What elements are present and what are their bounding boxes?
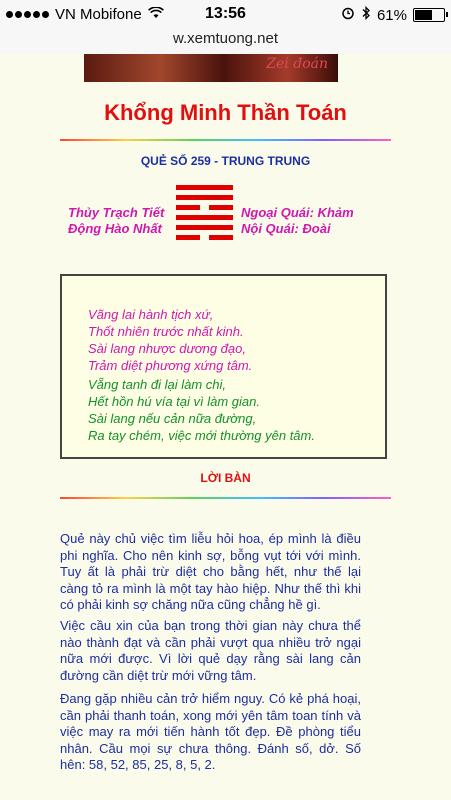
rainbow-divider <box>60 497 391 499</box>
page-content <box>0 54 451 800</box>
hexagram-broken-line <box>176 205 233 210</box>
hexagram-solid-line <box>176 195 233 200</box>
inner-trigram: Nội Quái: Đoài <box>241 221 331 236</box>
hexagram-right-info <box>241 205 381 237</box>
poem-line: Sài lang nếu cản nữa đường, <box>88 411 257 426</box>
banner-tag: Zei đoán <box>266 56 328 72</box>
hexagram-left-info <box>68 205 172 237</box>
poem-stanza-vietnamese <box>88 376 315 444</box>
poem-line: Ra tay chém, việc mới thường yên tâm. <box>88 428 315 443</box>
bluetooth-icon <box>361 6 371 24</box>
poem-box <box>60 274 387 459</box>
poem-line: Hết hồn hú vía tại vì làm gian. <box>88 394 260 409</box>
alarm-icon <box>341 6 355 24</box>
status-bar <box>0 0 451 30</box>
status-right <box>341 6 445 24</box>
hexagram-name: Thủy Trạch Tiết <box>68 205 165 220</box>
outer-trigram: Ngoại Quái: Khảm <box>241 205 354 220</box>
poem-line: Thốt nhiên trước nhất kinh. <box>88 324 244 339</box>
poem-line: Trảm diệt phương xứng tâm. <box>88 358 253 373</box>
poem-stanza-chinese <box>88 306 252 374</box>
header-banner-image <box>84 54 338 82</box>
battery-icon <box>413 8 445 22</box>
hexagram-broken-line <box>176 235 233 240</box>
poem-line: Vẵng tanh đi lại làm chi, <box>88 377 227 392</box>
commentary-paragraph: Việc cầu xin của bạn trong thời gian này chưa thể nào thành đạt và cần phải vượt qua nhiều trở ngại nữa mới được. Vì lời quẻ dạy rằng sài lang cản đường cần diệt trừ mới vững tâm. <box>60 618 361 683</box>
commentary-paragraph: Đang gặp nhiều cản trở hiểm nguy. Có kẻ phá hoại, cần phải thanh toán, xong mới yên tâm toan tính và việc may ra mới tiến hành tốt đẹp. Đề phòng tiểu nhân. Cầu mọi sự chưa thông. Đánh số, dở. Số hên: 58, 52, 85, 25, 8, 5, 2. <box>60 691 361 772</box>
commentary-heading: LỜI BÀN <box>200 471 251 485</box>
battery-percent: 61% <box>376 6 407 24</box>
rainbow-divider <box>60 139 391 141</box>
address-url: w.xemtuong.net <box>172 30 279 47</box>
hexagram-title: QUẺ SỐ 259 - TRUNG TRUNG <box>140 154 311 168</box>
moving-line: Động Hào Nhất <box>68 221 162 236</box>
hexagram-solid-line <box>176 225 233 230</box>
hexagram-solid-line <box>176 185 233 190</box>
poem-line: Vãng lai hành tịch xứ, <box>88 307 214 322</box>
page-title: Khổng Minh Thần Toán <box>104 100 347 125</box>
clock: 13:56 <box>205 5 246 22</box>
address-bar[interactable] <box>0 30 451 54</box>
poem-line: Sài lang nhược dương đạo, <box>88 341 246 356</box>
carrier-name: VN Mobifone <box>55 6 142 23</box>
commentary-paragraph: Quẻ này chủ việc tìm liễu hỏi hoa, ép mình là điều phi nghĩa. Cho nên kinh sợ, bỗng vụt tới với mình. Tuy ất là phải trừ diệt cho bằng hết, như thế lại càng tỏ ra mình là một tay hào hiệp. Như thế thì khi có phải kinh sợ chăng nữa cũng chẳng hề gì. <box>60 531 361 612</box>
hexagram-symbol <box>176 185 233 245</box>
hexagram-solid-line <box>176 215 233 220</box>
